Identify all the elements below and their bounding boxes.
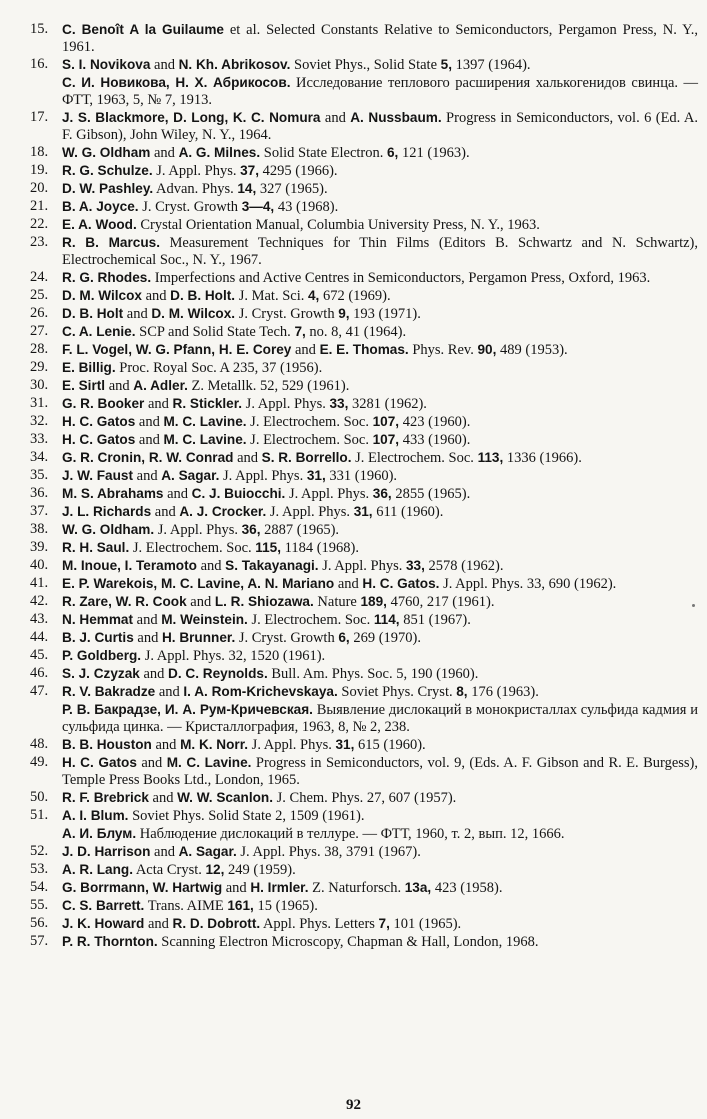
reference-text-2: J. Appl. Phys. [318,558,406,574]
reference-text: Trans. AIME [144,898,228,914]
reference-authors: R. G. Rhodes. [62,270,152,285]
reference-text: and [150,844,179,860]
reference-volume: 113, [477,450,504,465]
reference-authors: P. R. Thornton. [62,934,158,949]
reference-russian-authors: Р. В. Бакрадзе, И. А. Рум-Кричевская. [62,702,313,717]
reference-item [30,807,698,843]
reference-authors-2: A. J. Crocker. [179,504,267,519]
reference-text-2: 43 (1968). [274,199,339,215]
reference-item [30,575,698,593]
reference-text: and [141,288,171,304]
reference-item [30,789,698,807]
reference-text: Proc. Royal Soc. A 235, 37 (1956). [115,360,323,376]
reference-volume: 8, [456,684,468,699]
reference-number: 15. [30,21,49,37]
reference-number: 36. [30,485,49,501]
reference-authors-2: 36, [241,522,261,537]
reference-number: 22. [30,216,49,232]
reference-authors: D. W. Pashley. [62,181,154,196]
reference-item [30,395,698,413]
reference-authors-2: H. C. Gatos. [362,576,440,591]
reference-number: 46. [30,665,49,681]
reference-volume: 7, [378,916,390,931]
reference-authors-2: M. C. Lavine. [166,755,252,770]
reference-text-2: J. Electrochem. Soc. [246,432,373,448]
reference-authors-2: 12, [205,862,225,877]
reference-text-3: 672 (1969). [319,288,391,304]
reference-authors-2: 115, [255,540,281,555]
reference-volume: 6, [338,630,350,645]
reference-number: 32. [30,413,49,429]
reference-number: 18. [30,144,49,160]
reference-item [30,341,698,359]
reference-text-3: 1336 (1966). [503,450,582,466]
reference-text-2: J. Electrochem. Soc. [246,414,373,430]
reference-text-3: 4760, 217 (1961). [386,594,495,610]
reference-authors: G. R. Cronin, R. W. Conrad [62,450,234,465]
reference-number: 51. [30,807,49,823]
reference-item [30,305,698,323]
reference-volume: 189, [360,594,387,609]
reference-authors-2: 161, [227,898,254,913]
reference-text: Scanning Electron Microscopy, Chapman & Hall, London, 1968. [157,934,539,950]
reference-text-3: 615 (1960). [354,737,426,753]
reference-text-2: Nature [313,594,361,610]
reference-authors: R. F. Brebrick [62,790,149,805]
reference-text-2: Z. Metallk. 52, 529 (1961). [187,378,350,394]
reference-number: 40. [30,557,49,573]
reference-authors: R. G. Schulze. [62,163,153,178]
reference-number: 16. [30,56,49,72]
reference-text: J. Appl. Phys. [152,163,241,179]
reference-authors-2: C. J. Buiocchi. [191,486,286,501]
reference-number: 44. [30,629,49,645]
reference-volume: 114, [373,612,400,627]
reference-text-2: Soviet Phys., Solid State [290,57,441,73]
reference-number: 56. [30,915,49,931]
reference-authors-2: I. A. Rom-Krichevskaya. [183,684,338,699]
reference-item [30,897,698,915]
reference-text: SCP and Solid State Tech. [135,324,295,340]
reference-number: 54. [30,879,49,895]
reference-text-3: 176 (1963). [467,684,539,700]
reference-authors-2: W. W. Scanlon. [177,790,273,805]
reference-russian-translation [62,825,698,843]
reference-authors-2: E. E. Thomas. [319,342,409,357]
reference-authors: H. C. Gatos [62,432,136,447]
reference-authors: M. S. Abrahams [62,486,164,501]
reference-authors-2: S. Takayanagi. [225,558,319,573]
reference-number: 57. [30,933,49,949]
reference-volume: 9, [338,306,350,321]
reference-authors-2: A. Nussbaum. [350,110,442,125]
reference-text: and [135,414,164,430]
reference-authors: E. Sirtl [62,378,106,393]
reference-item [30,736,698,754]
reference-text-2: 1184 (1968). [281,540,359,556]
reference-authors: E. Billig. [62,360,116,375]
reference-item [30,843,698,861]
reference-text: and [148,790,178,806]
reference-authors: E. P. Warekois, M. C. Lavine, A. N. Mariano [62,576,335,591]
reference-text: and [133,612,162,628]
reference-item [30,879,698,897]
reference-authors-2: R. D. Dobrott. [172,916,261,931]
reference-text: and [186,594,215,610]
reference-text: Imperfections and Active Centres in Semiconductors, Pergamon Press, Oxford, 1963. [151,270,651,286]
reference-text-2: J. Mat. Sci. [235,288,308,304]
reference-item [30,754,698,789]
reference-item [30,216,698,234]
reference-item [30,539,698,557]
reference-number: 47. [30,683,49,699]
reference-item [30,234,698,269]
reference-item [30,198,698,216]
reference-number: 53. [30,861,49,877]
reference-text-3: 489 (1953). [496,342,568,358]
reference-text: and [196,558,226,574]
reference-authors: C. Benoît A la Guilaume [62,22,224,37]
reference-text: Soviet Phys. Solid State 2, 1509 (1961). [128,808,365,824]
reference-authors-2: H. Irmler. [250,880,309,895]
reference-number: 26. [30,305,49,321]
reference-text: and [233,450,262,466]
reference-item [30,323,698,341]
reference-authors-2: D. M. Wilcox. [151,306,236,321]
reference-authors-2: M. C. Lavine. [163,432,247,447]
reference-text-2: J. Electrochem. Soc. [247,612,374,628]
reference-text: and [144,916,173,932]
reference-text-3: 1397 (1964). [452,57,531,73]
reference-item [30,933,698,951]
reference-authors: A. I. Blum. [62,808,129,823]
reference-item [30,269,698,287]
reference-text-2: Progress in Semiconductors, vol. 6 (Ed. A. F. Gibson), John Wiley, N. Y., 1964. [62,110,698,143]
reference-authors-2: A. G. Milnes. [178,145,261,160]
reference-authors: R. V. Bakradze [62,684,156,699]
reference-item [30,665,698,683]
reference-text-2: Solid State Electron. [260,145,387,161]
reference-text-3: 851 (1967). [399,612,471,628]
reference-number: 42. [30,593,49,609]
reference-authors: E. A. Wood. [62,217,137,232]
reference-text-3: 2855 (1965). [391,486,471,502]
reference-russian-authors: А. И. Блум. [62,826,137,841]
reference-number: 35. [30,467,49,483]
reference-text: J. Cryst. Growth [138,199,242,215]
reference-authors: H. C. Gatos [62,755,137,770]
reference-text: and [136,755,167,771]
reference-authors: S. I. Novikova [62,57,151,72]
reference-number: 30. [30,377,49,393]
reference-volume: 31, [353,504,373,519]
reference-text-2: J. Appl. Phys. [242,396,330,412]
reference-item [30,861,698,879]
reference-number: 48. [30,736,49,752]
reference-authors-2: 14, [237,181,257,196]
reference-text-3: 331 (1960). [325,468,398,484]
reference-item [30,413,698,431]
reference-text-2: 249 (1959). [224,862,296,878]
reference-authors: F. L. Vogel, W. G. Pfann, H. E. Corey [62,342,292,357]
reference-text-2: J. Appl. Phys. [266,504,354,520]
reference-authors: J. L. Richards [62,504,152,519]
reference-text-3: 611 (1960). [372,504,444,520]
reference-text-2: 15 (1965). [253,898,318,914]
reference-text-3: 269 (1970). [349,630,421,646]
reference-authors: P. Goldberg. [62,648,142,663]
reference-authors: M. Inoue, I. Teramoto [62,558,197,573]
reference-item [30,287,698,305]
reference-authors-2: 7, [294,324,306,339]
reference-number: 21. [30,198,49,214]
reference-authors: W. G. Oldham [62,145,151,160]
reference-text-2: J. Electrochem. Soc. [351,450,478,466]
reference-authors-2: M. C. Lavine. [163,414,247,429]
reference-number: 39. [30,539,49,555]
reference-text-2: Bull. Am. Phys. Soc. 5, 190 (1960). [267,666,479,682]
reference-authors: S. J. Czyzak [62,666,140,681]
reference-authors: G. Borrmann, W. Hartwig [62,880,223,895]
reference-text: and [105,378,134,394]
reference-authors: H. C. Gatos [62,414,136,429]
reference-volume: 90, [477,342,497,357]
reference-text-2: Z. Naturforsch. [308,880,405,896]
reference-text: and [139,666,169,682]
reference-authors: B. J. Curtis [62,630,134,645]
reference-text: and [144,396,173,412]
reference-text-2: J. Cryst. Growth [235,306,339,322]
reference-number: 38. [30,521,49,537]
reference-authors: D. M. Wilcox [62,288,142,303]
reference-text: J. Appl. Phys. 32, 1520 (1961). [141,648,326,664]
reference-text: et al. Selected Constants Relative to Semiconductors, Pergamon Press, N. Y., 1961. [62,22,698,55]
reference-authors: C. A. Lenie. [62,324,136,339]
reference-text: Advan. Phys. [153,181,238,197]
reference-russian-authors: С. И. Новикова, Н. Х. Абрикосов. [62,75,291,90]
reference-number: 34. [30,449,49,465]
reference-text-3: 423 (1958). [431,880,503,896]
reference-number: 55. [30,897,49,913]
reference-number: 31. [30,395,49,411]
reference-russian-translation [62,701,698,736]
reference-text-3: 433 (1960). [399,432,471,448]
reference-text-2: J. Chem. Phys. 27, 607 (1957). [273,790,457,806]
reference-text: J. Appl. Phys. [154,522,242,538]
reference-text-2: no. 8, 41 (1964). [305,324,407,340]
reference-item [30,629,698,647]
reference-text-2: 327 (1965). [256,181,328,197]
reference-text-2: Soviet Phys. Cryst. [337,684,457,700]
reference-number: 20. [30,180,49,196]
reference-number: 43. [30,611,49,627]
reference-item [30,21,698,56]
reference-item [30,647,698,665]
reference-text: and [334,576,363,592]
reference-text-2: 2887 (1965). [260,522,340,538]
reference-authors-2: D. C. Reynolds. [168,666,268,681]
reference-volume: 36, [372,486,392,501]
reference-authors: A. R. Lang. [62,862,133,877]
reference-text: and [163,486,192,502]
reference-item [30,377,698,395]
reference-text: and [320,110,351,126]
reference-authors: W. G. Oldham. [62,522,155,537]
reference-number: 37. [30,503,49,519]
reference-text-3: 101 (1965). [389,916,462,932]
reference-item [30,557,698,575]
reference-authors: J. W. Faust [62,468,134,483]
reference-item [30,683,698,736]
reference-item [30,467,698,485]
reference-authors-2: S. R. Borrello. [261,450,352,465]
reference-text: and [123,306,152,322]
reference-item [30,431,698,449]
reference-text: and [133,630,162,646]
reference-text: and [291,342,320,358]
reference-number: 45. [30,647,49,663]
reference-text: and [150,145,179,161]
reference-text: and [150,57,179,73]
print-speck [692,604,695,607]
reference-authors-2: R. Stickler. [172,396,243,411]
reference-text-2: 4295 (1966). [259,163,338,179]
reference-number: 17. [30,109,49,125]
reference-volume: 33, [406,558,425,573]
reference-text-3: 423 (1960). [399,414,471,430]
reference-authors: J. K. Howard [62,916,145,931]
reference-number: 24. [30,269,49,285]
reference-text-2: Appl. Phys. Letters [260,916,379,932]
reference-number: 29. [30,359,49,375]
reference-authors-2: 37, [240,163,259,178]
reference-authors: B. B. Houston [62,737,152,752]
reference-russian-text: Выявление дислокаций в монокристаллах сульфида кадмия и сульфида цинка. — Кристаллография, 1963, 8, № 2, 238. [62,702,698,735]
reference-number: 33. [30,431,49,447]
reference-volume: 4, [307,288,320,303]
reference-authors-2: N. Kh. Abrikosov. [178,57,291,72]
reference-text: and [222,880,251,896]
reference-authors: G. R. Booker [62,396,145,411]
page-number: 92 [346,1097,361,1113]
reference-list [30,21,698,951]
reference-authors: N. Hemmat [62,612,134,627]
reference-item [30,162,698,180]
reference-text: Acta Cryst. [133,862,206,878]
reference-text-3: 2578 (1962). [424,558,504,574]
reference-item [30,503,698,521]
reference-volume: 6, [387,145,399,160]
reference-number: 50. [30,789,49,805]
reference-text: Measurement Techniques for Thin Films (Editors B. Schwartz and N. Schwartz), Electrochemical Soc., N. Y., 1967. [62,235,698,268]
reference-number: 27. [30,323,49,339]
reference-authors: R. Zare, W. R. Cook [62,594,187,609]
reference-number: 41. [30,575,49,591]
reference-number: 19. [30,162,49,178]
reference-authors-2: A. Sagar. [178,844,237,859]
reference-russian-translation [62,74,698,109]
reference-authors: D. B. Holt [62,306,124,321]
reference-authors: R. H. Saul. [62,540,130,555]
reference-item [30,180,698,198]
reference-text-2: J. Appl. Phys. [219,468,307,484]
reference-volume: 5, [440,57,452,72]
reference-authors-2: H. Brunner. [161,630,236,645]
reference-text: and [135,432,164,448]
reference-item [30,56,698,109]
reference-item [30,521,698,539]
reference-authors-2: A. Adler. [133,378,188,393]
reference-item [30,359,698,377]
reference-text-2: J. Appl. Phys. 33, 690 (1962). [439,576,617,592]
reference-volume: 107, [372,414,400,429]
reference-authors: B. A. Joyce. [62,199,139,214]
reference-text: and [155,684,184,700]
reference-number: 52. [30,843,49,859]
reference-item [30,611,698,629]
reference-authors: R. B. Marcus. [62,235,160,250]
reference-number: 28. [30,341,49,357]
reference-number: 49. [30,754,49,770]
reference-authors-2: A. Sagar. [161,468,220,483]
reference-text-3: 121 (1963). [398,145,470,161]
reference-authors-2: L. R. Shiozawa. [214,594,314,609]
reference-volume: 13a, [404,880,432,895]
reference-russian-text: Наблюдение дислокаций в теллуре. — ФТТ, 1960, т. 2, вып. 12, 1666. [136,826,565,842]
reference-text-2: J. Appl. Phys. [285,486,373,502]
reference-item [30,915,698,933]
reference-item [30,593,698,611]
reference-authors-2: M. K. Norr. [180,737,249,752]
reference-text-2: J. Cryst. Growth [235,630,339,646]
reference-number: 23. [30,234,49,250]
reference-authors: J. S. Blackmore, D. Long, K. C. Nomura [62,110,321,125]
reference-authors-2: 3—4, [241,199,275,214]
reference-volume: 107, [372,432,400,447]
reference-text: and [133,468,162,484]
reference-item [30,449,698,467]
reference-volume: 33, [329,396,349,411]
reference-text-2: Phys. Rev. [408,342,478,358]
reference-item [30,485,698,503]
reference-text-3: 3281 (1962). [348,396,427,412]
reference-authors-2: M. Weinstein. [161,612,248,627]
reference-authors: J. D. Harrison [62,844,151,859]
reference-volume: 31, [306,468,326,483]
reference-text-3: 193 (1971). [349,306,421,322]
reference-text-2: J. Appl. Phys. 38, 3791 (1967). [236,844,421,860]
reference-item [30,144,698,162]
reference-item [30,109,698,144]
reference-authors-2: D. B. Holt. [170,288,236,303]
reference-text: and [151,737,181,753]
reference-volume: 31, [335,737,355,752]
reference-authors: C. S. Barrett. [62,898,145,913]
reference-russian-text: Исследование теплового расширения халькогенидов свинца. — ФТТ, 1963, 5, № 7, 1913. [62,75,698,108]
reference-text: Crystal Orientation Manual, Columbia University Press, N. Y., 1963. [136,217,540,233]
reference-text: J. Electrochem. Soc. [129,540,256,556]
reference-text: and [151,504,180,520]
reference-text-2: J. Appl. Phys. [248,737,336,753]
reference-number: 25. [30,287,49,303]
reference-text-2: Progress in Semiconductors, vol. 9, (Eds. A. F. Gibson and R. E. Burgess), Temple Press Books Ltd., London, 1965. [62,755,699,788]
